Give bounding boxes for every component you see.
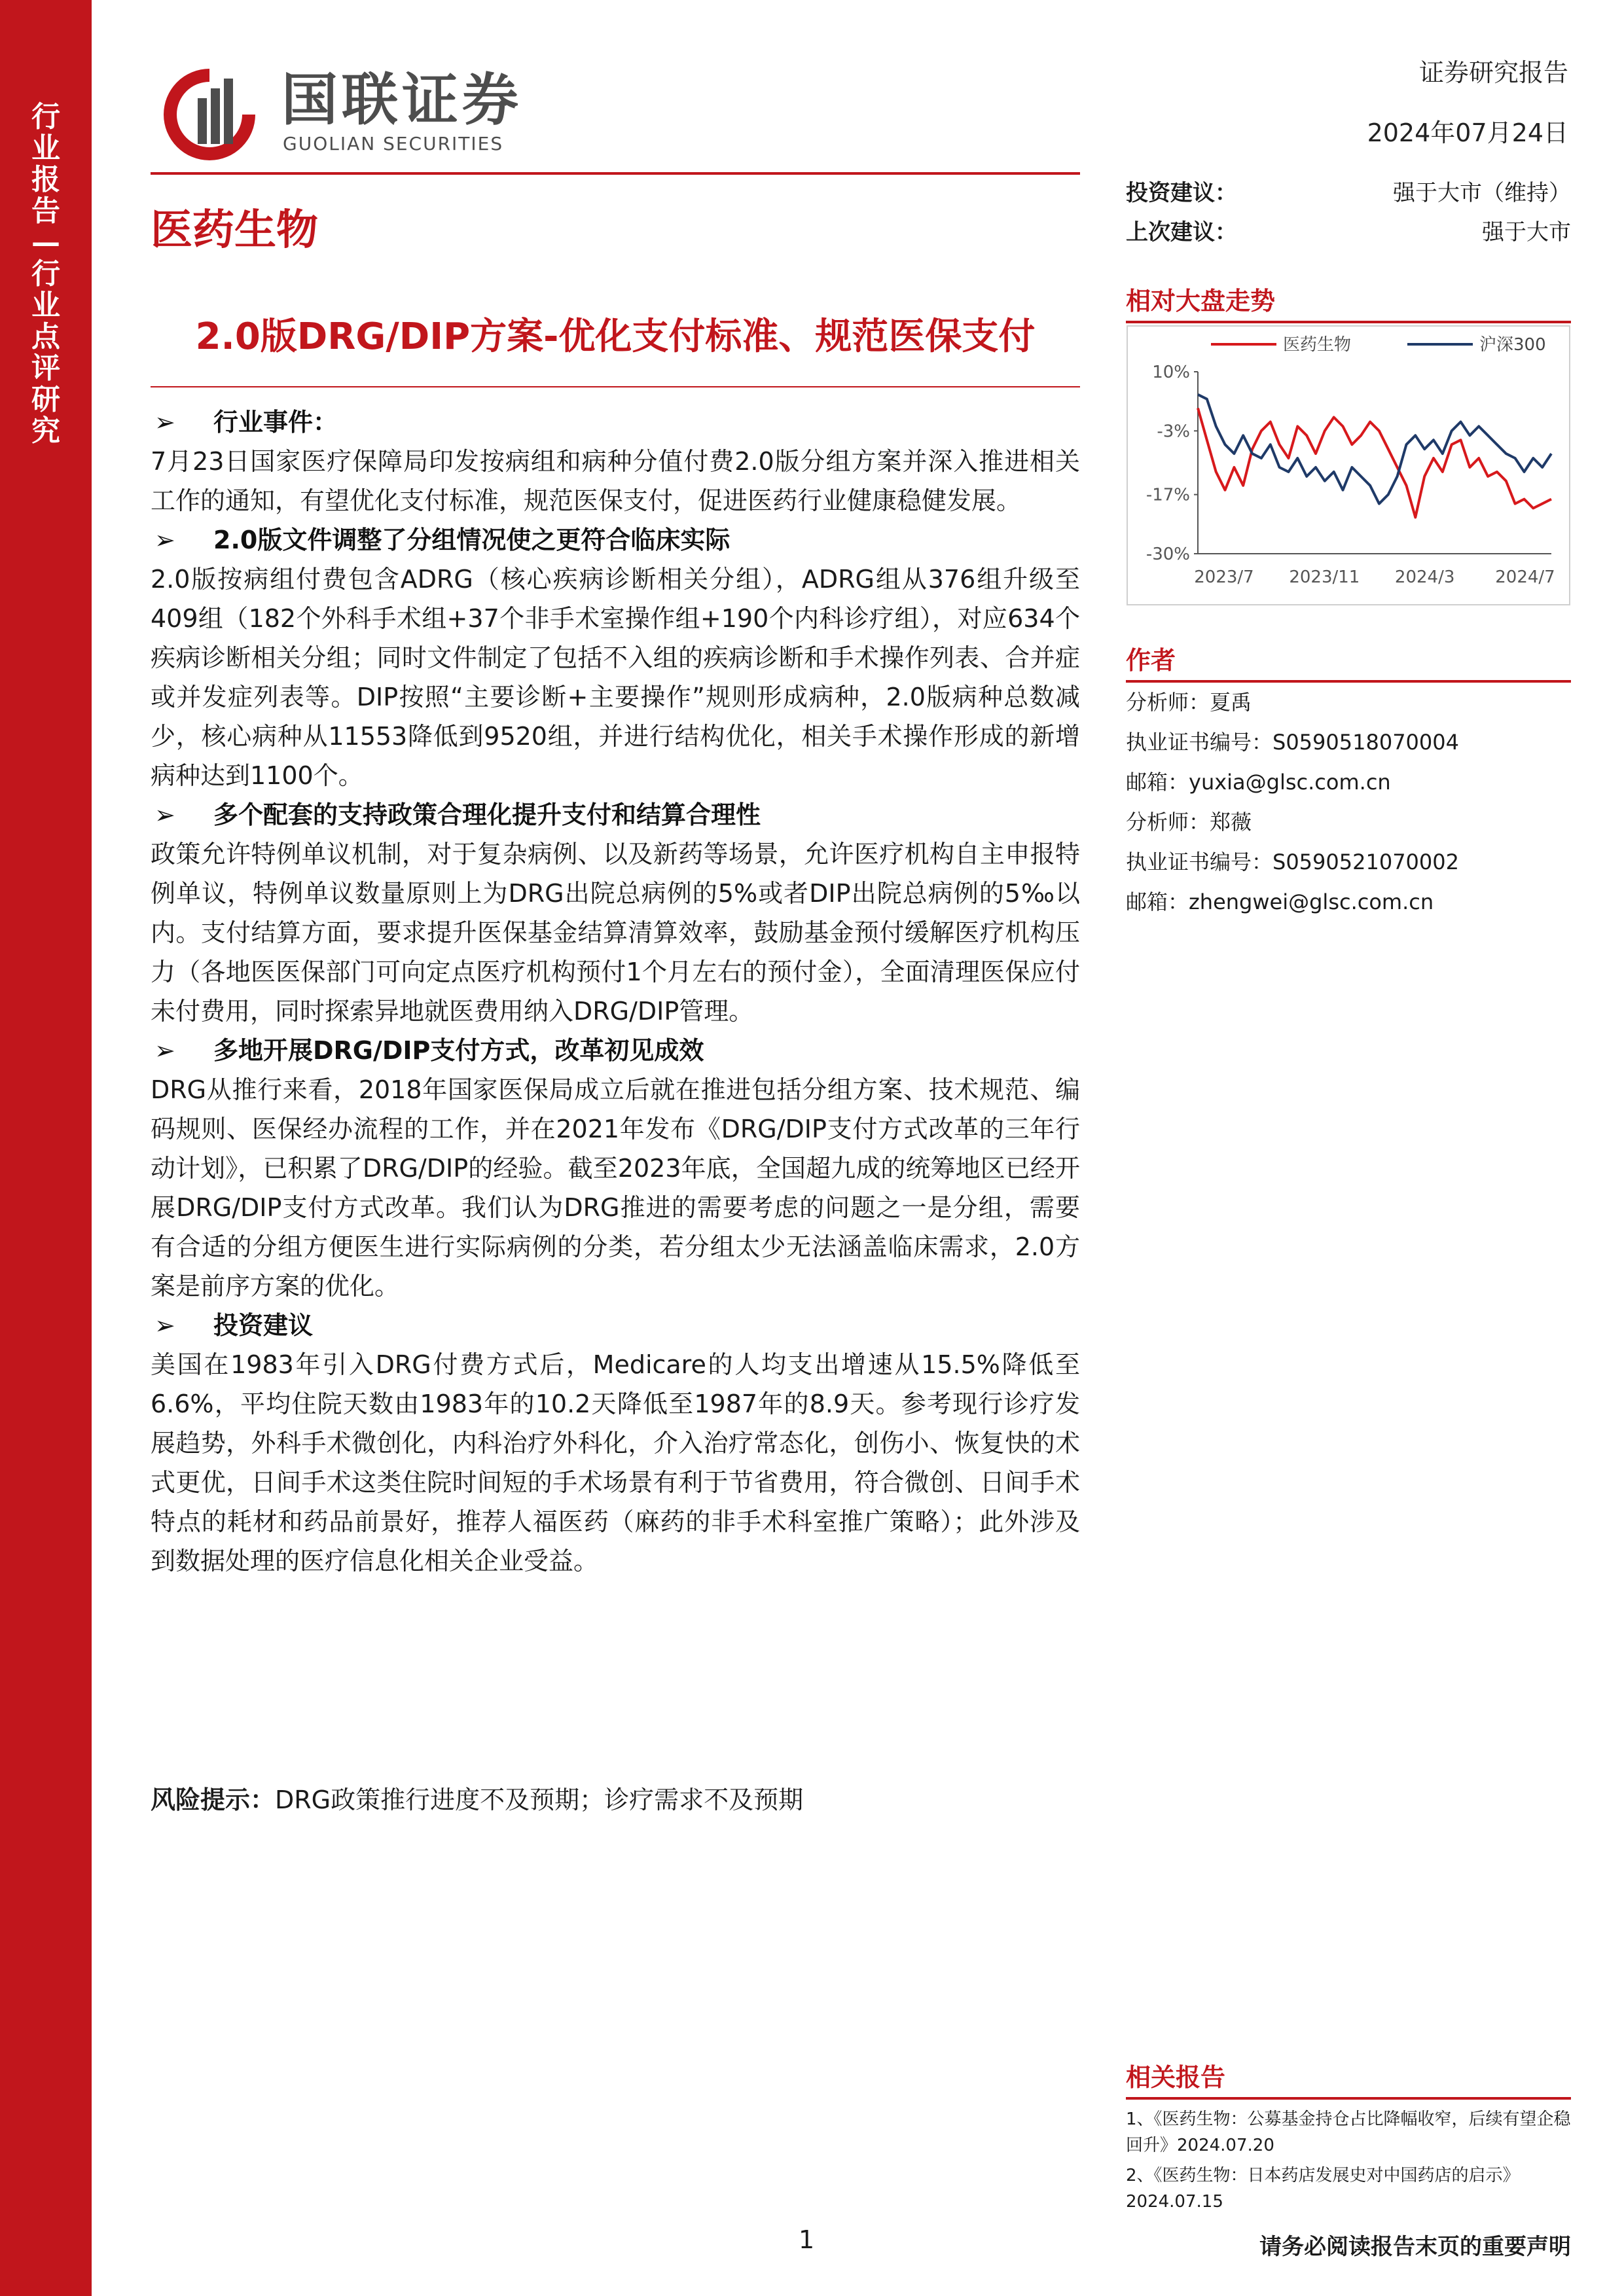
section-paragraph: 2.0版按病组付费包含ADRG（核心疾病诊断相关分组），ADRG组从376组升级至409组（182个外科手术组+37个非手术室操作组+190个内科诊疗组），对应634个疾病诊断相关分组；同时文件制定了包括不入组的疾病诊断和手术操作列表、合并症或并发症列表等。DIP按照“主要诊断+主要操作”规则形成病种，2.0版病种总数减少，核心病种从11553降低到9520组，并进行结构优化，相关手术操作形成的新增病种达到1100个。 [151, 565, 1080, 790]
legend-label: 沪深300 [1479, 335, 1546, 355]
previous-rating-label: 上次建议： [1126, 219, 1237, 245]
industry-name: 医药生物 [151, 206, 318, 255]
logo-mark-icon [151, 62, 268, 167]
risk-text: DRG政策推行进度不及预期；诊疗需求不及预期 [275, 1785, 804, 1814]
section-paragraph: 7月23日国家医疗保障局印发按病组和病种分值付费2.0版分组方案并深入推进相关工作的通知，有望优化支付标准，规范医保支付，促进医药行业健康稳健发展。 [151, 447, 1080, 515]
section-paragraph: 政策允许特例单议机制，对于复杂病例、以及新药等场景，允许医疗机构自主申报特例单议，特例单议数量原则上为DRG出院总病例的5%或者DIP出院总病例的5‰以内。支付结算方面，要求提升医保基金结算清算效率，鼓励基金预付缓解医疗机构压力（各地医医保部门可向定点医疗机构预付1个月左右的预付金），全面清理医保应付未付费用，同时探索异地就医费用纳入DRG/DIP管理。 [151, 840, 1080, 1026]
section-heading: ➢ 2.0版文件调整了分组情况使之更符合临床实际 [151, 520, 1080, 560]
related-report-item[interactable]: 2、《医药生物：日本药店发展史对中国药店的启示》2024.07.15 [1126, 2166, 1520, 2212]
report-type: 证券研究报告 [1418, 58, 1568, 87]
chart-section [1126, 285, 1571, 323]
y-tick-label: -3% [1157, 422, 1190, 442]
related-reports [1126, 2062, 1571, 2215]
author-email[interactable]: 邮箱：zhengwei@glsc.com.cn [1126, 889, 1434, 914]
author-line: 执业证书编号：S0590521070002 [1126, 850, 1459, 874]
section-paragraph: 美国在1983年引入DRG付费方式后，Medicare的人均支出增速从15.5%降低至6.6%，平均住院天数由1983年的10.2天降低至1987年的8.9天。参考现行诊疗发展趋势，外科手术微创化，内科治疗外科化，介入治疗常态化，创伤小、恢复快的术式更优，日间手术这类住院时间短的手术场景有利于节省费用，符合微创、日间手术特点的耗材和药品前景好，推荐人福医药（麻药的非手术科室推广策略）；此外涉及到数据处理的医疗信息化相关企业受益。 [151, 1350, 1080, 1575]
y-tick-label: 10% [1152, 363, 1190, 382]
relative-performance-chart [1126, 325, 1571, 606]
main-content [151, 403, 1080, 1581]
sidebar [0, 0, 92, 2296]
author-email[interactable]: 邮箱：yuxia@glsc.com.cn [1126, 770, 1391, 795]
related-heading: 相关报告 [1126, 2063, 1226, 2092]
divider [1126, 2097, 1571, 2100]
current-rating-value: 强于大市（维持） [1393, 180, 1571, 206]
previous-rating-value: 强于大市 [1482, 219, 1571, 245]
logo-en: GUOLIAN SECURITIES [283, 133, 504, 154]
divider [151, 386, 1080, 387]
author-line: 分析师：郑薇 [1126, 810, 1252, 834]
y-tick-label: -30% [1146, 545, 1190, 564]
disclaimer-note: 请务必阅读报告末页的重要声明 [1259, 2234, 1571, 2260]
risk-warning [151, 1780, 803, 1820]
legend-label: 医药生物 [1283, 335, 1352, 355]
arrow-bullet-icon: ➢ [154, 408, 175, 437]
previous-rating [1126, 213, 1571, 252]
arrow-bullet-icon: ➢ [154, 526, 175, 554]
authors-heading: 作者 [1126, 646, 1176, 675]
authors-section [1126, 645, 1571, 922]
section-paragraph: DRG从推行来看，2018年国家医保局成立后就在推进包括分组方案、技术规范、编码规则、医保经办流程的工作，并在2021年发布《DRG/DIP支付方式改革的三年行动计划》，已积累了DRG/DIP的经验。截至2023年底，全国超九成的统筹地区已经开展DRG/DIP支付方式改革。我们认为DRG推进的需要考虑的问题之一是分组，需要有合适的分组方便医生进行实际病例的分类，若分组太少无法涵盖临床需求，2.0方案是前序方案的优化。 [151, 1075, 1080, 1300]
x-tick-label: 2024/3 [1394, 567, 1455, 587]
author-line: 执业证书编号：S0590518070004 [1126, 730, 1459, 755]
page-number: 1 [799, 2225, 815, 2254]
y-tick-label: -17% [1146, 485, 1190, 505]
section-heading: ➢ 多个配套的支持政策合理化提升支付和结算合理性 [151, 795, 1080, 834]
rating-block [1126, 173, 1571, 252]
logo [151, 62, 596, 167]
arrow-bullet-icon: ➢ [154, 1036, 175, 1065]
section-heading: ➢ 投资建议 [151, 1306, 1080, 1345]
logo-cn: 国联证券 [281, 67, 522, 133]
current-rating-label: 投资建议： [1126, 180, 1237, 206]
x-tick-label: 2024/7 [1495, 567, 1555, 587]
risk-label: 风险提示： [151, 1785, 276, 1814]
x-tick-label: 2023/11 [1289, 567, 1360, 587]
report-date: 2024年07月24日 [1367, 118, 1568, 147]
section-heading: ➢ 行业事件： [151, 403, 1080, 442]
divider [1126, 321, 1571, 323]
arrow-bullet-icon: ➢ [154, 800, 175, 829]
divider [151, 172, 1080, 175]
author-line: 分析师：夏禹 [1126, 690, 1252, 715]
current-rating [1126, 173, 1571, 213]
chart-heading: 相对大盘走势 [1126, 287, 1276, 315]
related-report-item[interactable]: 1、《医药生物：公募基金持仓占比降幅收窄，后续有望企稳回升》2024.07.20 [1126, 2109, 1571, 2155]
x-tick-label: 2023/7 [1194, 567, 1254, 587]
report-title: 2.0版DRG/DIP方案-优化支付标准、规范医保支付 [195, 315, 1036, 358]
arrow-bullet-icon: ➢ [154, 1311, 175, 1340]
sidebar-label: 行业报告—行业点评研究 [31, 100, 60, 448]
section-heading: ➢ 多地开展DRG/DIP支付方式，改革初见成效 [151, 1031, 1080, 1070]
